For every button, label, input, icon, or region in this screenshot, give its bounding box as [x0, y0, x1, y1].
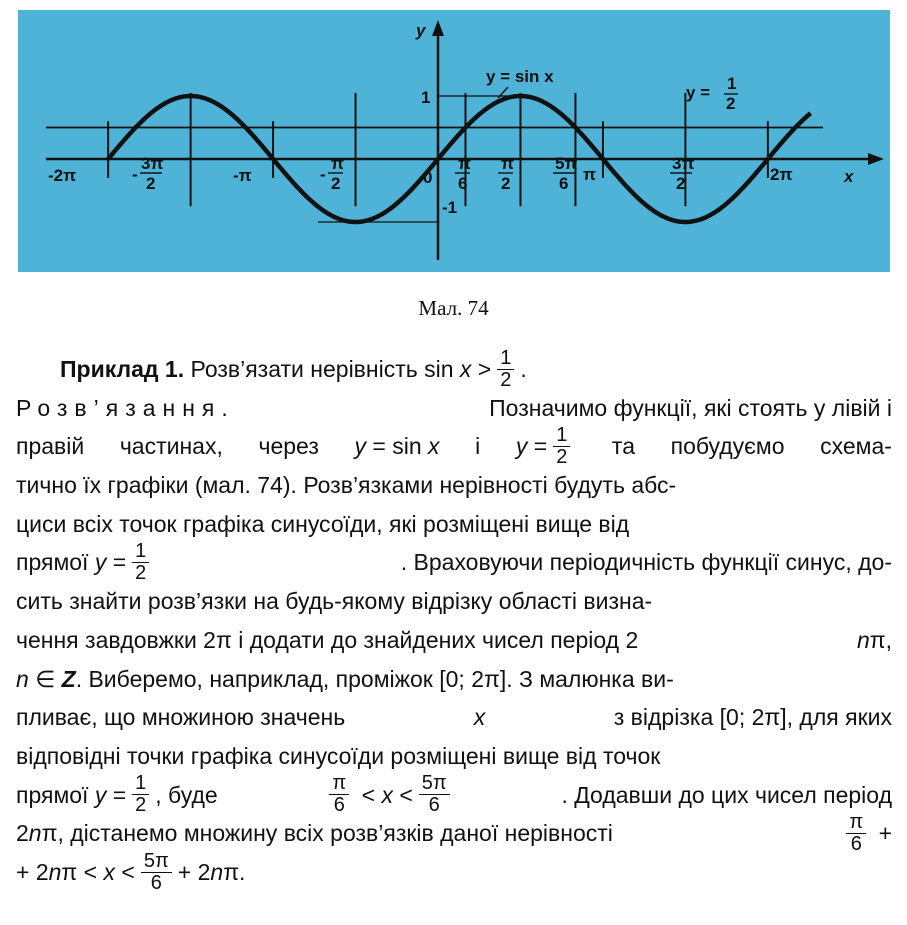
- half-line-label: y =: [686, 83, 711, 102]
- text-line-10: пливає, що множиною значень x з відрізка [0; 2π], для яких: [16, 704, 892, 731]
- tick-label-3pi2-num: 3π: [672, 154, 695, 173]
- y-axis-arrow: [432, 20, 444, 36]
- solution-heading: Розв’язання.: [16, 394, 235, 421]
- text-line-9: n ∈ Z . Виберемо, наприклад, проміжок [0; 2π]. З малюнка ви-: [16, 665, 674, 692]
- fraction-one-half: $\frac{1}{2}$: [132, 773, 149, 816]
- text-line-8: чення завдовжки 2π і додати до знайдених чисел період 2 n π,: [16, 626, 892, 653]
- fraction-pi-6: $\frac{\pi}{6}$: [846, 812, 866, 855]
- fraction-one-half: $\frac{1}{2}$: [497, 348, 514, 391]
- tick-label-2pi: 2π: [770, 165, 793, 184]
- tick-label-5pi6-num: 5π: [555, 154, 578, 173]
- tick-label-pi: π: [583, 165, 597, 184]
- tick-label-minus-3pi2-den: 2: [146, 174, 156, 193]
- tick-label-pi2-num: π: [501, 154, 515, 173]
- x-axis-arrow: [868, 153, 884, 165]
- fraction-pi-6: $\frac{\pi}{6}$: [329, 773, 349, 816]
- text-line-6: прямої y = $\frac{1}{2}$ . Враховуючи періодичність функції синус, до-: [16, 540, 892, 585]
- tick-label-minus-pi: -π: [233, 166, 252, 185]
- fraction-5pi-6: $\frac{5\pi}{6}$: [141, 851, 172, 894]
- tick-label-3pi2-den: 2: [676, 174, 686, 193]
- text-line-11: відповідні точки графіка синусоїди розміщені вище від точок: [16, 742, 661, 769]
- origin-label: 0: [423, 168, 433, 187]
- sine-graph-svg: [18, 10, 890, 272]
- text-line-7: сить знайти розв’язки на будь-якому відрізку області визна-: [16, 588, 653, 615]
- half-line-label-den: 2: [726, 94, 736, 113]
- text-line-14: + 2 n π < x < $\frac{5\pi}{6}$ + 2 n π.: [16, 849, 246, 894]
- text-line-3: правій частинах, через y = sin x і y = $\frac{1}{2}$ та побудуємо схема-: [16, 424, 892, 469]
- sine-graph-figure: [18, 10, 890, 272]
- y-one-label: 1: [421, 88, 431, 107]
- fraction-one-half: $\frac{1}{2}$: [553, 425, 570, 468]
- tick-label-minus-pi2-sign: -: [320, 165, 326, 184]
- fraction-5pi-6: $\frac{5\pi}{6}$: [419, 773, 450, 816]
- text-line-4: тично їх графіки (мал. 74). Розв’язками нерівності будуть абс-: [16, 472, 677, 499]
- tick-label-minus-pi2-den: 2: [331, 174, 341, 193]
- text-line-13: 2 n π, дістанемо множину всіх розв’язків даної нерівності $\frac{\pi}{6}$ +: [16, 811, 892, 856]
- example-heading: Приклад 1.: [60, 356, 185, 382]
- tick-label-minus-3pi2-sign: -: [132, 165, 138, 184]
- fraction-one-half: $\frac{1}{2}$: [132, 541, 149, 584]
- tick-label-pi2-den: 2: [501, 174, 511, 193]
- tick-label-pi6-den: 6: [458, 174, 468, 193]
- text-line-12: прямої y = $\frac{1}{2}$ , буде $\frac{\pi}{6}$ < x < $\frac{5\pi}{6}$ . Додавши до цих чисел період: [16, 772, 892, 817]
- figure-caption: Мал. 74: [418, 296, 489, 320]
- tick-label-minus-3pi2-num: 3π: [141, 154, 164, 173]
- tick-label-5pi6-den: 6: [559, 174, 569, 193]
- x-axis-label: x: [844, 167, 854, 186]
- text-line-5: циси всіх точок графіка синусоїди, які розміщені вище від: [16, 510, 630, 537]
- half-line-label-num: 1: [727, 74, 737, 93]
- y-minus-one-label: -1: [442, 198, 458, 217]
- y-axis-label: y: [416, 21, 426, 40]
- tick-label-minus-pi2-num: π: [331, 154, 345, 173]
- sin-curve-label: y = sin x: [486, 67, 554, 86]
- tick-label-pi6-num: π: [458, 154, 472, 173]
- text-line-2: Розв’язання. Позначимо функції, які стоять у лівій і: [16, 389, 892, 428]
- example-text: [16, 346, 892, 894]
- text-line-1: Приклад 1. Розв’язати нерівність sin x > $\frac{1}{2}$ .: [60, 346, 527, 391]
- tick-label-minus-2pi: -2π: [48, 166, 77, 185]
